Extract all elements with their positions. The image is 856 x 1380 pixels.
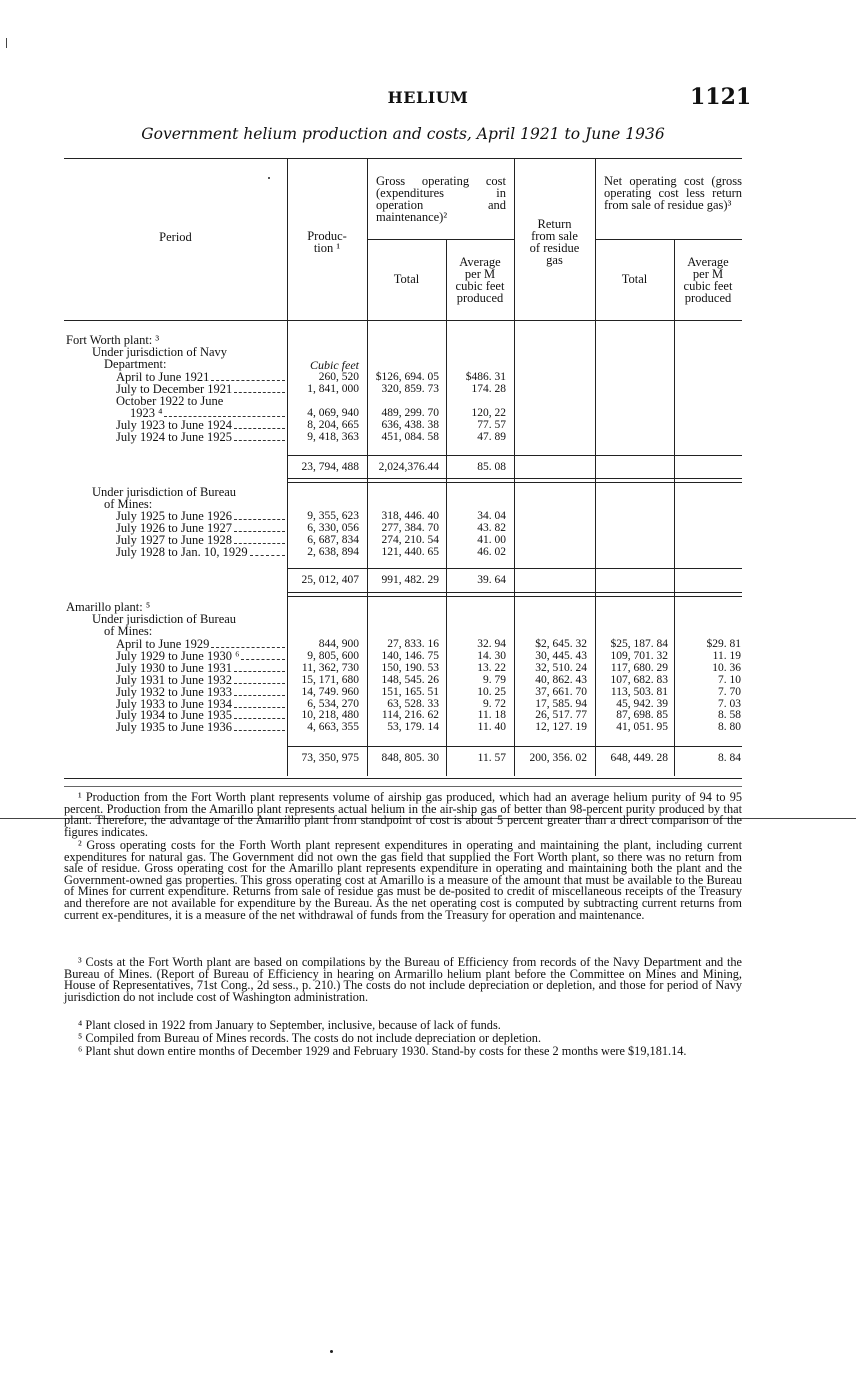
total-avg: 11. 57 [477,752,506,764]
cell-prod: 6, 687, 834 [307,533,359,546]
leader-dots [234,707,285,708]
cell-navg: $29. 81 [706,638,741,650]
cell-avg: 174. 28 [471,382,506,395]
cell-gross: 320, 859. 73 [381,382,439,395]
table-title: Government helium production and costs, April 1921 to June 1936 [141,125,665,143]
navy-subtotal-rule [287,455,742,456]
page-speck [330,1350,333,1353]
cell-navg: 10. 36 [712,661,741,674]
section-navy: Under jurisdiction of Navy [92,345,228,359]
header-bottom-rule [64,320,742,321]
cell-prod: 260, 520 [318,371,359,383]
cell-avg: 13. 22 [477,661,506,674]
cell-prod: 9, 355, 623 [307,510,359,522]
leader-dots [234,730,285,731]
header-net-total: Total [621,272,648,286]
leader-dots [234,718,285,719]
period-label: October 1922 to June [116,393,224,408]
cell-navg: 8. 80 [718,721,741,734]
period-label: July 1929 to June 1930 ⁶ [116,648,240,663]
cell-avg: 41. 00 [477,533,506,546]
leader-dots [164,416,285,417]
leader-dots [234,392,285,393]
section-bureau-fw-2: of Mines: [104,497,153,511]
cell-prod: 6, 330, 056 [307,521,359,534]
cell-prod: 14, 749. 960 [301,685,359,698]
unit-label: Cubic feet [310,358,359,372]
cell-avg: 43. 82 [477,521,506,534]
leader-dots [250,555,285,556]
amarillo-subtotal-rule [287,746,742,747]
total-gross: 2,024,376.44 [378,461,439,473]
section-bureau-am: Under jurisdiction of Bureau [92,612,237,626]
footnote-2: ² Gross operating costs for the Forth Worth plant represent expenditures in operating and maintaining the plant, including current expenditures for natural gas. The Government did not own the gas field that supplied the Fort Worth plant, so there was no return from sale of residue. Gross operating cost for the Amarillo plant represents expenditure in operating and maintaining both the plant and the Government-owned gas properties. This gross operating cost at Amarillo is a measure of the amount that must be available to the Bureau of Mines for current expenditure. Returns from sale of residue gas must be de-posited to credit of miscellaneous receipts of the Treasury and therefore are not available for expenditure by the Bureau. As the net operating cost is computed by subtracting current returns from current ex-penditures, it is a measure of the net withdrawal of funds from the Treasury for operation and maintenance. [64,838,742,922]
cell-prod: 9, 418, 363 [307,430,359,443]
period-label: July 1927 to June 1928 [116,532,232,547]
scan-mark [6,38,7,48]
net-subheader-rule [595,239,742,240]
footnote-5: ⁵ Compiled from Bureau of Mines records. The costs do not include depreciation or depletion. [78,1031,542,1045]
footnote-3: ³ Costs at the Fort Worth plant are based on compilations by the Bureau of Efficiency from records of the Navy Department and the Bureau of Mines. (Report of Bureau of Efficiency in hearing on Armarillo helium plant before the Committee on Mines and Mining, House of Representatives, 71st Cong., 2d sess., p. 210.) The costs do not include depreciation or depletion, and those for period of Navy jurisdiction do not include cost of Washington administration. [64,955,742,1004]
cell-gross: 318, 446. 40 [381,510,439,522]
cell-avg: 120, 22 [471,406,506,419]
cell-prod: 4, 069, 940 [307,406,359,419]
page-number: 1121 [690,84,752,110]
cell-net: $25, 187. 84 [610,638,668,650]
cell-avg: 9. 72 [483,697,506,710]
cell-avg: $486. 31 [465,371,506,383]
cell-prod: 9, 805, 600 [307,649,359,662]
leader-dots [234,531,285,532]
total-prod: 73, 350, 975 [301,752,359,764]
cell-avg: 46. 02 [477,545,506,558]
table-top-rule [64,158,742,159]
section-navy-2: Department: [104,357,167,371]
section-bureau-fw: Under jurisdiction of Bureau [92,485,237,499]
cell-avg: 47. 89 [477,430,506,443]
total-prod: 25, 012, 407 [301,574,359,586]
leader-dots [234,671,285,672]
total-ret: 200, 356. 02 [529,752,587,764]
cell-net: 109, 701. 32 [610,649,668,662]
cell-avg: 9. 79 [483,673,506,686]
cell-prod: 8, 204, 665 [307,418,359,431]
cell-avg: 11. 40 [477,721,506,734]
cell-navg: 8. 58 [718,709,741,722]
total-avg: 85. 08 [477,461,506,473]
cell-ret: 26, 517. 77 [535,709,587,722]
cell-avg: 11. 18 [477,709,506,722]
period-label: July 1932 to June 1933 [116,684,232,699]
cell-prod: 844, 900 [318,638,359,650]
cell-net: 107, 682. 83 [610,673,668,686]
footnote-4: ⁴ Plant closed in 1922 from January to September, inclusive, because of lack of funds. [78,1018,501,1032]
cell-gross: 27, 833. 16 [387,638,439,650]
section-amarillo: Amarillo plant: ⁵ [66,600,151,614]
leader-dots [234,440,285,441]
header-gross-cost: Gross operating cost (expenditures in operation and maintenance)² [376,174,506,224]
cell-net: 45, 942. 39 [616,697,668,710]
cell-gross: 277, 384. 70 [381,521,439,534]
cell-prod: 2, 638, 894 [307,545,359,558]
cell-avg: 34. 04 [477,510,506,522]
period-label: July to December 1921 [116,381,233,396]
cell-gross: 121, 440. 65 [381,545,439,558]
running-title: HELIUM [387,88,469,107]
cell-navg: 7. 70 [718,685,741,698]
cell-net: 41, 051. 95 [616,721,668,734]
header-gross-average: Average per M cubic feet produced [455,255,505,305]
total-gross: 991, 482. 29 [381,574,439,586]
total-navg: 8. 84 [718,752,741,764]
leader-dots [234,428,285,429]
cell-ret: 30, 445. 43 [535,649,587,662]
section-bureau-am-2: of Mines: [104,624,153,638]
cell-prod: 15, 171, 680 [301,673,359,686]
period-label: July 1924 to June 1925 [116,429,232,444]
cell-gross: 148, 545. 26 [381,673,439,686]
cell-avg: 32. 94 [477,638,506,650]
period-label: July 1934 to June 1935 [116,708,232,723]
cell-avg: 77. 57 [477,418,506,431]
cell-navg: 7. 10 [718,673,741,686]
total-gross: 848, 805. 30 [381,752,439,764]
cell-gross: 150, 190. 53 [381,661,439,674]
leader-dots [234,543,285,544]
section-fort-worth: Fort Worth plant: ³ [66,333,160,347]
header-net-average: Average per M cubic feet produced [683,255,733,305]
period-label: July 1928 to Jan. 10, 1929 [116,544,248,559]
period-label: April to June 1929 [116,637,210,651]
cell-gross: 636, 438. 38 [381,418,439,431]
cell-gross: 451, 084. 58 [381,430,439,443]
total-avg: 39. 64 [477,574,506,586]
cell-gross: 151, 165. 51 [381,685,439,698]
leader-dots [234,695,285,696]
gross-subheader-rule [367,239,514,240]
table-bottom-rule [64,778,742,779]
period-label: 1923 ⁴ [130,405,163,420]
period-label: July 1926 to June 1927 [116,520,232,535]
cell-avg: 14. 30 [477,649,506,662]
leader-dots [211,647,285,648]
cell-prod: 11, 362, 730 [301,661,359,674]
bureau-double-rule [287,592,742,597]
period-label: July 1923 to June 1924 [116,417,232,432]
leader-dots [211,380,285,381]
period-label: April to June 1921 [116,370,210,384]
cell-gross: 114, 216. 62 [381,709,439,722]
cell-prod: 10, 218, 480 [301,709,359,722]
cell-net: 87, 698. 85 [616,709,668,722]
footnote-6: ⁶ Plant shut down entire months of December 1929 and February 1930. Stand-by costs for these 2 months were $19,181.14. [78,1044,687,1058]
cell-gross: 63, 528. 33 [387,697,439,710]
period-label: July 1925 to June 1926 [116,509,232,523]
cell-gross: 140, 146. 75 [381,649,439,662]
period-label: July 1930 to June 1931 [116,660,232,675]
footnote-1: ¹ Production from the Fort Worth plant represents volume of airship gas produced, which had an average helium purity of 94 to 95 percent. Production from the Amarillo plant represents actual helium in the air-ship gas of better than 98-percent purity produced by that plant. Therefore, the advantage of the Amarillo plant from standpoint of cost is about 5 percent greater than a direct comparison of the figures indicates. [64,790,742,839]
cell-gross: 489, 299. 70 [381,406,439,419]
period-label: July 1933 to June 1934 [116,696,232,711]
cell-net: 117, 680. 29 [610,661,668,674]
speck [268,177,270,179]
header-return: Return from sale of residue gas [529,217,580,267]
cell-navg: 11. 19 [712,649,741,662]
total-net: 648, 449. 28 [610,752,668,764]
cell-gross: $126, 694. 05 [375,371,439,383]
cell-ret: 32, 510. 24 [535,661,587,674]
header-net-cost: Net operating cost (gross operating cost less return from sale of residue gas)³ [604,174,742,212]
cell-gross: 274, 210. 54 [381,533,439,546]
bureau-subtotal-rule [287,568,742,569]
cell-ret: 17, 585. 94 [535,697,587,710]
cell-prod: 4, 663, 355 [307,721,359,734]
total-prod: 23, 794, 488 [301,461,359,473]
cell-prod: 6, 534, 270 [307,697,359,710]
cell-net: 113, 503. 81 [610,685,668,698]
leader-dots [241,659,285,660]
cell-ret: 40, 862. 43 [535,673,587,686]
period-label: July 1935 to June 1936 [116,720,232,735]
header-gross-total: Total [393,272,420,286]
period-label: July 1931 to June 1932 [116,672,232,687]
header-production: Produc- tion ¹ [307,229,347,255]
cell-gross: 53, 179. 14 [387,721,439,734]
footnote-rule [64,786,742,787]
cell-navg: 7. 03 [718,697,741,710]
cell-prod: 1, 841, 000 [307,382,359,395]
leader-dots [234,683,285,684]
cell-avg: 10. 25 [477,685,506,698]
cell-ret: 37, 661. 70 [535,685,587,698]
cell-ret: 12, 127. 19 [535,721,587,734]
navy-double-rule [287,478,742,483]
cell-ret: $2, 645. 32 [535,638,587,650]
leader-dots [234,519,285,520]
header-period: Period [159,230,192,244]
